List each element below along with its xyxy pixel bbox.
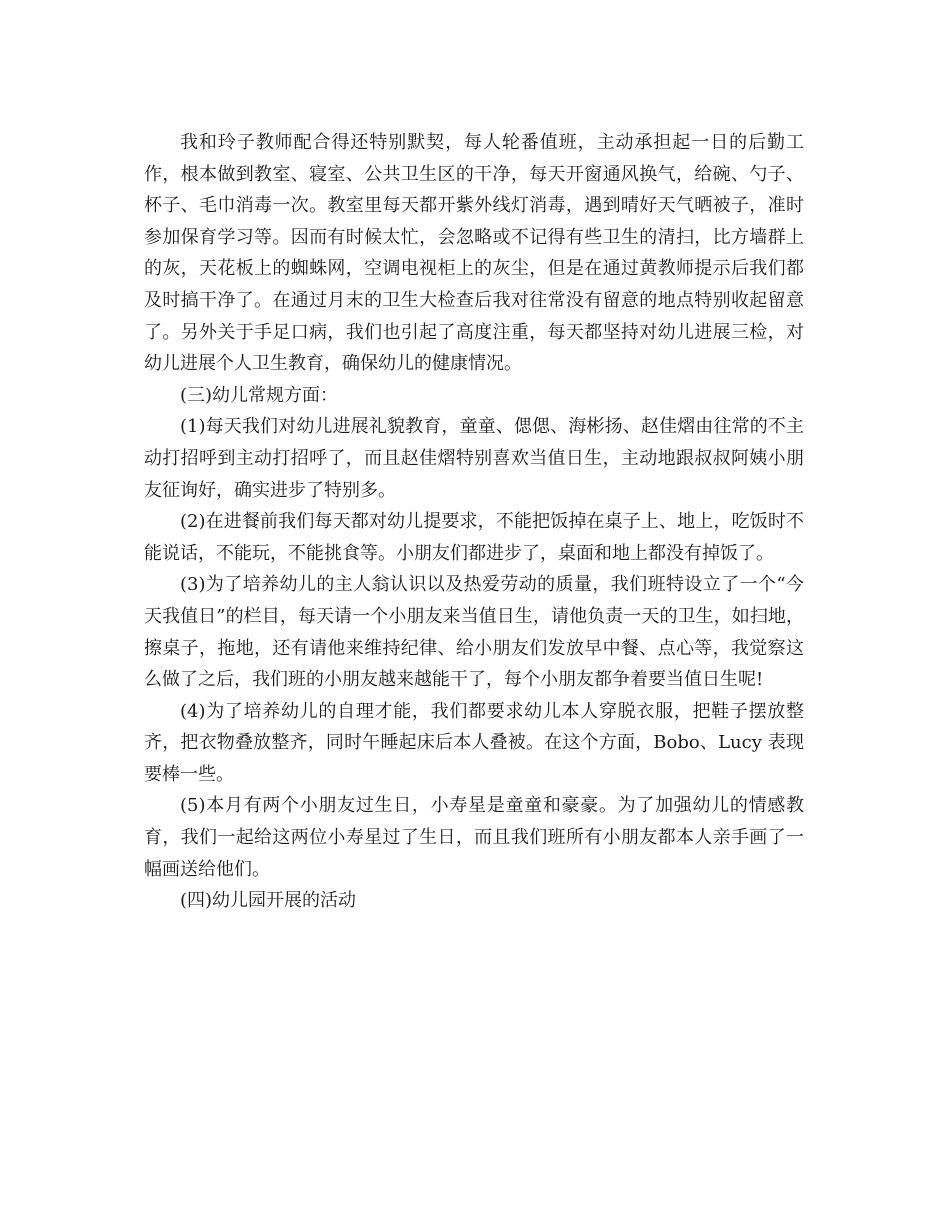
paragraph-item-5: (5)本月有两个小朋友过生日，小寿星是童童和豪豪。为了加强幼儿的情感教育，我们一起给这两位小寿星过了生日，而且我们班所有小朋友都本人亲手画了一幅画送给他们。	[144, 795, 804, 880]
paragraph-item-4: (4)为了培养幼儿的自理才能，我们都要求幼儿本人穿脱衣服，把鞋子摆放整齐，把衣物叠放整齐，同时午睡起床后本人叠被。在这个方面，Bobo、Lucy 表现要棒一些。	[144, 700, 804, 785]
section-heading-routine: (三)幼儿常规方面：	[180, 384, 339, 406]
document-body	[144, 127, 804, 917]
paragraph-hygiene-work: 我和玲子教师配合得还特别默契，每人轮番值班，主动承担起一日的后勤工作，根本做到教室、寝室、公共卫生区的干净，每天开窗通风换气，给碗、勺子、杯子、毛巾消毒一次。教室里每天都开紫外线灯消毒，遇到晴好天气晒被子，准时参加保育学习等。因而有时候太忙，会忽略或不记得有些卫生的清扫，比方墙群上的灰，天花板上的蜘蛛网，空调电视柜上的灰尘，但是在通过黄教师提示后我们都及时搞干净了。在通过月末的卫生大检查后我对往常没有留意的地点特别收起留意了。另外关于手足口病，我们也引起了高度注重，每天都坚持对幼儿进展三检，对幼儿进展个人卫生教育，确保幼儿的健康情况。	[144, 132, 804, 375]
section-heading-activities: (四)幼儿园开展的活动	[180, 890, 357, 912]
paragraph-item-2: (2)在进餐前我们每天都对幼儿提要求，不能把饭掉在桌子上、地上，吃饭时不能说话，不能玩，不能挑食等。小朋友们都进步了，桌面和地上都没有掉饭了。	[144, 511, 804, 564]
paragraph-item-1: (1)每天我们对幼儿进展礼貌教育，童童、偲偲、海彬扬、赵佳熠由往常的不主动打招呼到主动打招呼了，而且赵佳熠特别喜欢当值日生，主动地跟叔叔阿姨小朋友征询好，确实进步了特别多。	[144, 416, 804, 501]
paragraph-item-3: (3)为了培养幼儿的主人翁认识以及热爱劳动的质量，我们班特设立了一个“今天我值日”的栏目，每天请一个小朋友来当值日生，请他负责一天的卫生，如扫地，擦桌子，拖地，还有请他来维持纪律、给小朋友们发放早中餐、点心等，我觉察这么做了之后，我们班的小朋友越来越能干了，每个小朋友都争着要当值日生呢!	[144, 574, 804, 691]
